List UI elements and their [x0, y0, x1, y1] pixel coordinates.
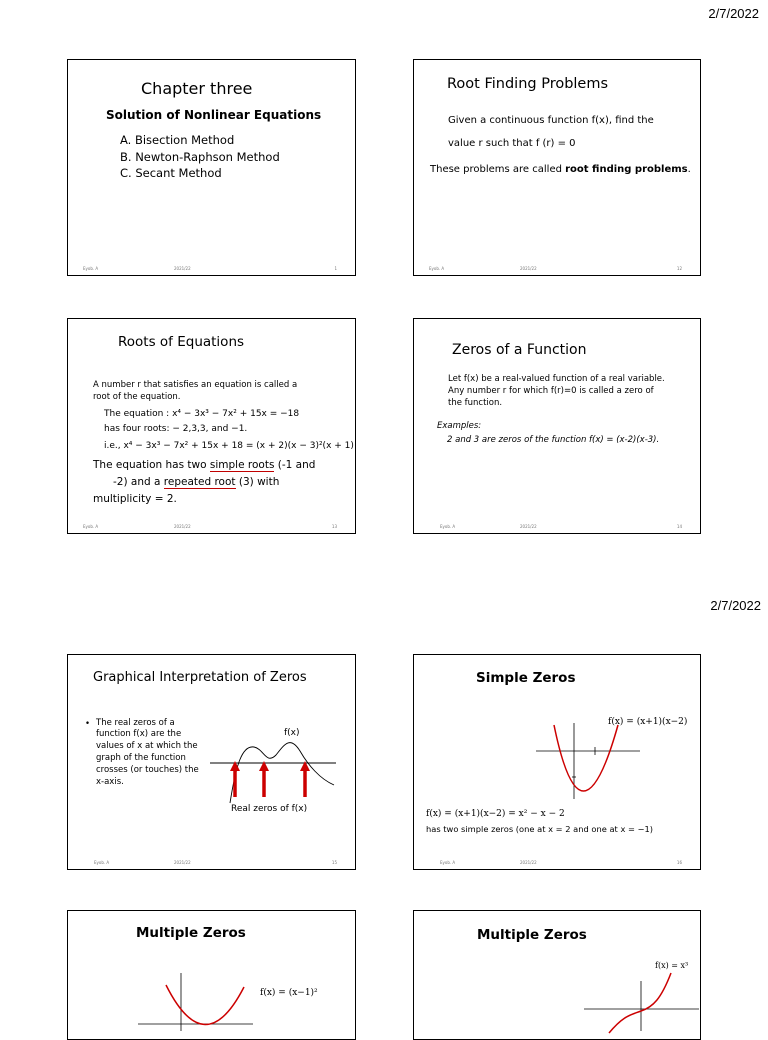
text-line: A number r that satisfies an equation is called a [93, 380, 298, 390]
footer-author: Eyob. A [429, 266, 445, 271]
equation: The equation : x⁴ − 3x³ − 7x² + 15x = −18 [104, 409, 300, 419]
text-line: the function. [448, 398, 503, 408]
footer-page: 16 [676, 860, 682, 865]
text-segment: -2) and a [113, 476, 164, 488]
footer-page: 14 [676, 524, 682, 529]
equation: i.e., x⁴ − 3x³ − 7x² + 15x + 18 = (x + 2)(x − 3)²(x + 1) [104, 441, 354, 451]
slide-chapter-three [67, 59, 356, 276]
footer-year: 2021/22 [520, 860, 537, 865]
footer-author: Eyob. A [440, 524, 456, 529]
text-line [93, 459, 315, 472]
footer-author: Eyob. A [83, 524, 99, 529]
plot-label: f(x) = (x+1)(x−2) [608, 717, 688, 727]
text-line: Any number r for which f(r)=0 is called a zero of [448, 386, 654, 396]
text-line: has four roots: − 2,3,3, and −1. [104, 424, 248, 434]
slide-title: Simple Zeros [476, 670, 576, 686]
text-line: Given a continuous function f(x), find the [448, 115, 654, 126]
slide-roots-of-equations [67, 318, 356, 534]
simple-zeros-plot [534, 723, 644, 803]
underlined-term: simple roots [209, 459, 275, 471]
parabola-curve [554, 725, 618, 791]
plot-label: f(x) = (x−1)² [260, 988, 318, 998]
slide-subtitle: Solution of Nonlinear Equations [106, 108, 322, 122]
text-line: multiplicity = 2. [93, 493, 177, 505]
slide-zeros-of-function [413, 318, 701, 534]
parabola-curve [166, 985, 244, 1025]
text-line: root of the equation. [93, 392, 181, 402]
footer-year: 2021/22 [174, 524, 191, 529]
description: has two simple zeros (one at x = 2 and one at x = −1) [426, 824, 654, 834]
footer-year: 2021/22 [520, 266, 537, 271]
text-line: graph of the function [96, 753, 186, 763]
slide-multiple-zeros-2 [413, 910, 701, 1040]
plot-label: f(x) = x³ [655, 961, 689, 970]
footer-year: 2021/22 [174, 860, 191, 865]
text-line [113, 476, 279, 489]
slide-title: Chapter three [141, 79, 253, 98]
slide-title: Graphical Interpretation of Zeros [93, 670, 307, 685]
example-text: 2 and 3 are zeros of the function f(x) = (x-2)(x-3). [447, 435, 660, 445]
footer-page: 1 [334, 266, 337, 271]
list-item: B. Newton-Raphson Method [120, 150, 280, 164]
slide-title: Root Finding Problems [447, 76, 609, 92]
cubic-curve [609, 973, 671, 1033]
slide-title: Roots of Equations [118, 334, 245, 350]
page1-date: 2/7/2022 [708, 6, 759, 21]
text-line [430, 164, 691, 176]
list-item: C. Secant Method [120, 166, 222, 180]
slide-root-finding [413, 59, 701, 276]
underlined-term: repeated root [163, 476, 236, 488]
examples-label: Examples: [437, 421, 482, 431]
graph-caption: Real zeros of f(x) [231, 804, 308, 814]
text-line: Let f(x) be a real-valued function of a real variable. [448, 374, 665, 384]
multiple-zeros-plot [138, 971, 258, 1031]
text-segment: (-1 and [274, 459, 316, 471]
footer-page: 15 [331, 860, 337, 865]
cubic-plot [579, 971, 699, 1031]
footer-year: 2021/22 [520, 524, 537, 529]
slide-title: Multiple Zeros [477, 927, 587, 943]
footer-author: Eyob. A [83, 266, 99, 271]
text-line: x-axis. [96, 777, 124, 787]
slide-graphical-interpretation [67, 654, 356, 870]
text-line: The real zeros of a [96, 718, 175, 728]
list-item: A. Bisection Method [120, 133, 235, 147]
function-curve [230, 743, 334, 803]
footer-author: Eyob. A [440, 860, 456, 865]
slide-simple-zeros [413, 654, 701, 870]
text-segment: (3) with [235, 476, 280, 488]
text-line: values of x at which the [96, 741, 198, 751]
slide-multiple-zeros-1 [67, 910, 356, 1040]
text-segment: The equation has two [93, 459, 210, 471]
slide-title: Multiple Zeros [136, 925, 246, 941]
equation: f(x) = (x+1)(x−2) = x² − x − 2 [426, 809, 565, 819]
text-line: value r such that f (r) = 0 [448, 138, 576, 149]
fx-label: f(x) [284, 728, 300, 738]
footer-page: 12 [676, 266, 682, 271]
bold-term: root finding problems [565, 164, 688, 175]
bullet: • [85, 719, 91, 729]
text-segment: . [687, 164, 691, 175]
footer-author: Eyob. A [94, 860, 110, 865]
footer-year: 2021/22 [174, 266, 191, 271]
zeros-graph [208, 725, 343, 810]
footer-page: 13 [331, 524, 337, 529]
text-segment: These problems are called [430, 164, 566, 175]
page2-date: 2/7/2022 [710, 598, 761, 613]
text-line: function f(x) are the [96, 729, 182, 739]
text-line: crosses (or touches) the [96, 765, 199, 775]
slide-title: Zeros of a Function [452, 342, 587, 358]
